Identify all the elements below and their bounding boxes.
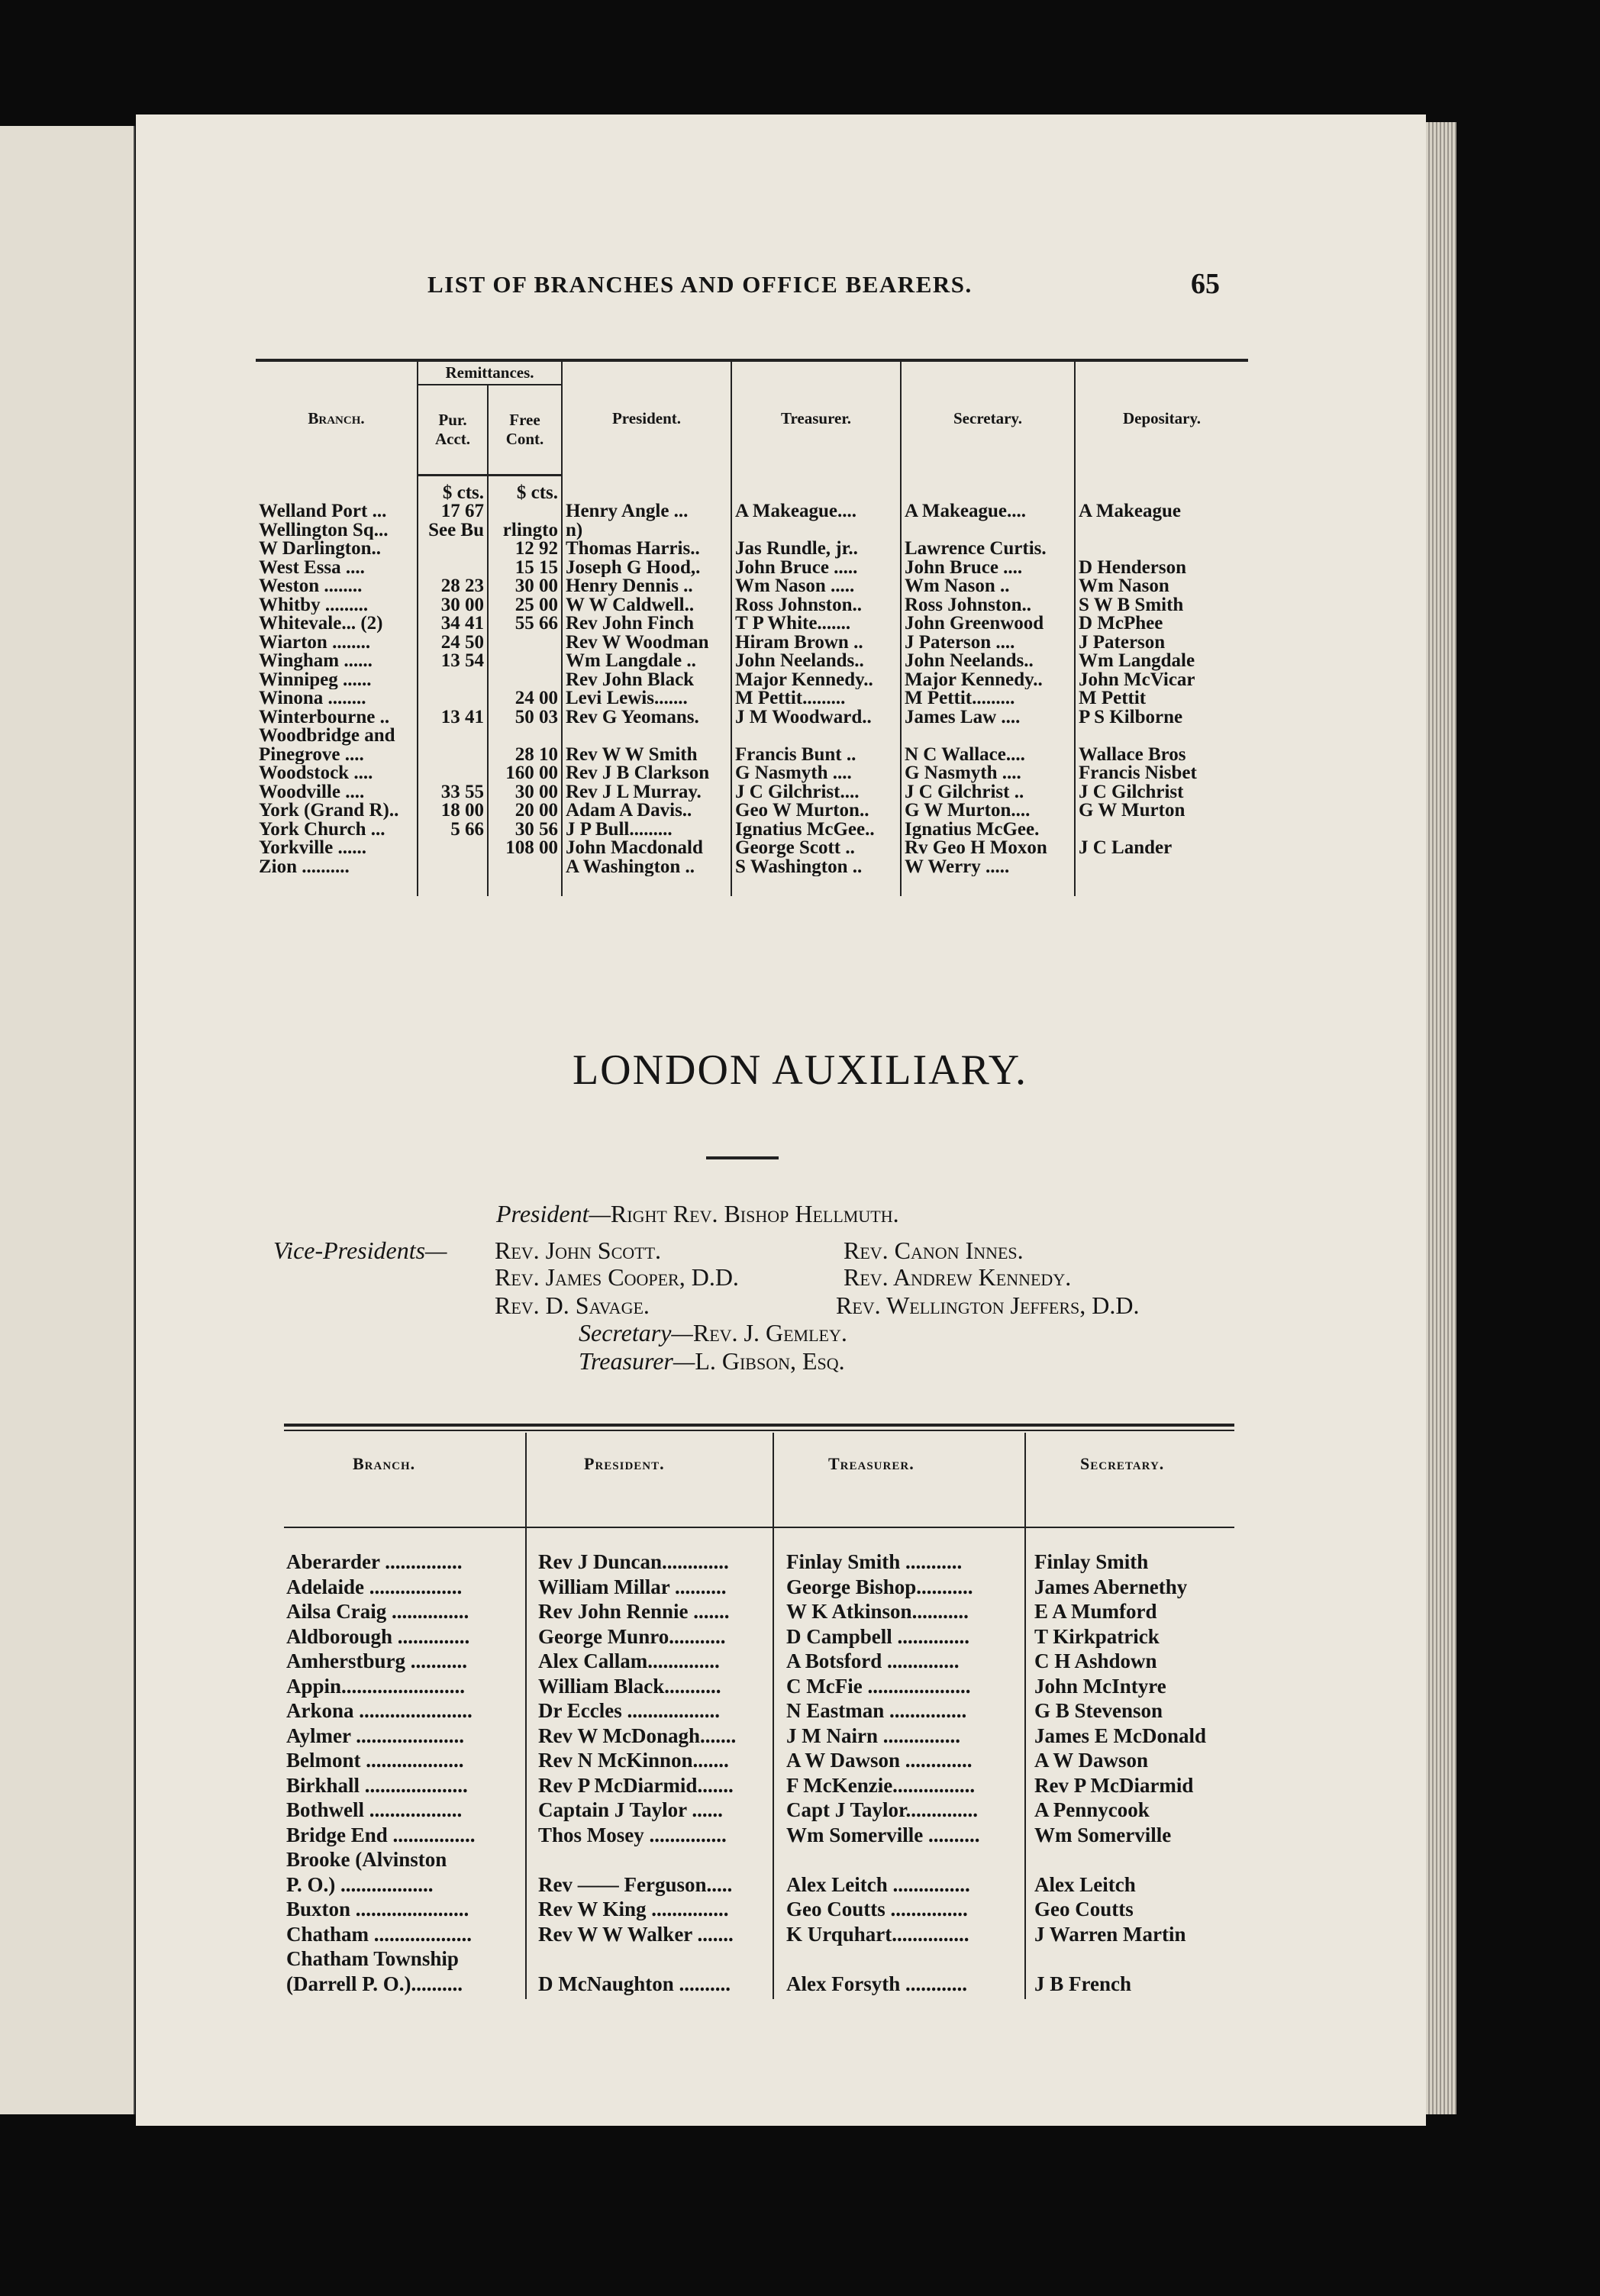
table-row — [256, 801, 1248, 821]
cell-free: 25 00 — [488, 596, 562, 615]
cell-treasurer: C McFie .................... — [786, 1674, 971, 1698]
cell-branch: W Darlington.. — [259, 540, 381, 559]
cell-branch: Wiarton ........ — [259, 633, 371, 652]
cell-branch: Zion .......... — [259, 857, 350, 876]
cell-depositary: D McPhee — [1075, 614, 1248, 634]
cell-president: Henry Angle ... — [562, 502, 731, 521]
cell-secretary: Lawrence Curtis. — [901, 540, 1075, 559]
cell-treasurer: Alex Leitch ............... — [786, 1872, 970, 1896]
cell-secretary: Alex Leitch — [1034, 1872, 1136, 1896]
header-pur-acct: Pur. Acct. — [418, 385, 488, 476]
cell-pur: 24 50 — [418, 634, 488, 653]
cell-branch: Whitevale... (2) — [259, 614, 383, 634]
table-row — [256, 783, 1248, 802]
cell-depositary: S W B Smith — [1075, 596, 1248, 615]
table-row — [256, 746, 1248, 765]
cell-secretary: John Neelands.. — [901, 652, 1075, 671]
cell-treasurer: Alex Forsyth ............ — [786, 1972, 967, 1995]
president-line — [496, 1200, 899, 1228]
cell-president: Dr Eccles .................. — [538, 1699, 720, 1722]
header-president: President. — [562, 360, 731, 475]
cell-empty — [256, 876, 418, 896]
cell-president: Henry Dennis .. — [562, 577, 731, 596]
treasurer-name: L. Gibson, Esq. — [695, 1347, 845, 1375]
cell-president: Rev N McKinnon....... — [538, 1749, 729, 1772]
cell-treasurer: Jas Rundle, jr.. — [731, 540, 901, 559]
cell-depositary: J Paterson — [1075, 634, 1248, 653]
cell-secretary: E A Mumford — [1034, 1600, 1157, 1623]
cell-president: Rev W W Smith — [562, 746, 731, 765]
cell-pur: 5 66 — [418, 821, 488, 840]
cell-empty — [1075, 475, 1248, 502]
cell-free: 30 00 — [488, 783, 562, 802]
cell-president: Rev W McDonagh....... — [538, 1724, 737, 1747]
cell-secretary: G B Stevenson — [1034, 1699, 1163, 1722]
cell-pur — [418, 858, 488, 877]
cell-free: 12 92 — [488, 540, 562, 559]
cell-treasurer: George Bishop........... — [786, 1575, 973, 1598]
table-row — [256, 689, 1248, 708]
header-free-cont: Free Cont. — [488, 385, 562, 476]
table2-header-secretary: Secretary. — [1080, 1454, 1165, 1473]
cell-branch: Winterbourne .. — [259, 708, 390, 727]
cell-pur — [418, 540, 488, 559]
cell-depositary: Francis Nisbet — [1075, 764, 1248, 783]
cell-treasurer: J C Gilchrist.... — [731, 783, 901, 802]
cell-branch: Adelaide .................. — [286, 1575, 463, 1598]
table-row — [256, 708, 1248, 727]
cell-treasurer: S Washington .. — [731, 858, 901, 877]
table-row — [256, 596, 1248, 615]
cell-treasurer: Finlay Smith ........... — [786, 1550, 963, 1573]
cell-president: Captain J Taylor ...... — [538, 1798, 723, 1821]
table-row — [256, 634, 1248, 653]
vp-5: Rev. D. Savage. — [495, 1292, 650, 1319]
cell-branch: Chatham Township — [286, 1947, 459, 1970]
cell-depositary — [1075, 521, 1248, 540]
table-spacer-row — [256, 876, 1248, 896]
branches-table — [256, 359, 1248, 896]
cell-president: Levi Lewis....... — [562, 689, 731, 708]
table-row — [256, 858, 1248, 877]
cell-free: 24 00 — [488, 689, 562, 708]
cell-president: Rev W W Walker ....... — [538, 1922, 734, 1946]
cell-free — [488, 727, 562, 746]
cell-branch: Yorkville ...... — [259, 839, 366, 858]
secretary-name: Rev. J. Gemley. — [692, 1319, 847, 1346]
page-stack-edges — [1426, 122, 1456, 2114]
table-row — [256, 839, 1248, 858]
cell-free: 28 10 — [488, 746, 562, 765]
cell-secretary: J B French — [1034, 1972, 1131, 1995]
cell-depositary: J C Gilchrist — [1075, 783, 1248, 802]
cell-treasurer: M Pettit......... — [731, 689, 901, 708]
vp-4: Rev. Andrew Kennedy. — [844, 1263, 1072, 1291]
cell-treasurer: John Bruce ..... — [731, 559, 901, 578]
cell-branch: Chatham ................... — [286, 1922, 473, 1946]
secretary-label: Secretary— — [579, 1319, 693, 1346]
cell-branch: Buxton ...................... — [286, 1898, 469, 1920]
cell-depositary: P S Kilborne — [1075, 708, 1248, 727]
cell-depositary — [1075, 540, 1248, 559]
cell-president: Thomas Harris.. — [562, 540, 731, 559]
cell-free — [488, 634, 562, 653]
cell-branch: Winnipeg ...... — [259, 670, 372, 689]
cell-pur — [418, 839, 488, 858]
cell-depositary: Wm Nason — [1075, 577, 1248, 596]
cell-depositary: John McVicar — [1075, 671, 1248, 690]
cell-branch: Aberarder ............... — [286, 1550, 463, 1573]
cell-secretary: John McIntyre — [1034, 1674, 1166, 1698]
cell-secretary: Wm Nason .. — [901, 577, 1075, 596]
cell-empty — [562, 475, 731, 502]
page-number: 65 — [1191, 268, 1220, 300]
cell-pur: 13 41 — [418, 708, 488, 727]
cell-pur — [418, 746, 488, 765]
cell-depositary — [1075, 727, 1248, 746]
cell-currency: $ cts. — [488, 475, 562, 502]
cell-branch: Woodstock .... — [259, 764, 373, 783]
cell-empty — [731, 475, 901, 502]
cell-free — [488, 671, 562, 690]
cell-president: John Macdonald — [562, 839, 731, 858]
cell-secretary: J Warren Martin — [1034, 1922, 1186, 1946]
cell-treasurer: D Campbell .............. — [786, 1624, 970, 1648]
cell-treasurer: A Makeague.... — [731, 502, 901, 521]
cell-branch: Welland Port ... — [259, 502, 387, 521]
table2-header-branch: Branch. — [353, 1454, 416, 1473]
cell-secretary: T Kirkpatrick — [1034, 1624, 1160, 1648]
cell-branch: Wellington Sq... — [259, 521, 389, 540]
cell-branch: Whitby ......... — [259, 595, 369, 614]
cell-secretary: C H Ashdown — [1034, 1649, 1157, 1672]
cell-branch: Appin........................ — [286, 1674, 466, 1698]
cell-branch: Bothwell .................. — [286, 1798, 463, 1821]
header-depositary: Depositary. — [1075, 360, 1248, 475]
cell-treasurer: Geo W Murton.. — [731, 801, 901, 821]
cell-pur: 18 00 — [418, 801, 488, 821]
cell-depositary — [1075, 821, 1248, 840]
cell-treasurer — [731, 727, 901, 746]
cell-secretary: A Pennycook — [1034, 1798, 1150, 1821]
cell-branch: Woodbridge and — [259, 727, 395, 746]
book-gutter — [134, 126, 135, 2114]
secretary-line — [579, 1319, 847, 1347]
cell-free: 20 00 — [488, 801, 562, 821]
cell-pur — [418, 689, 488, 708]
cell-treasurer: W K Atkinson........... — [786, 1600, 969, 1623]
cell-branch: York (Grand R).. — [259, 801, 399, 821]
cell-branch: Arkona ...................... — [286, 1699, 473, 1722]
cell-president: William Black........... — [538, 1674, 721, 1698]
cell-secretary: G Nasmyth .... — [901, 764, 1075, 783]
cell-president: D McNaughton .......... — [538, 1972, 731, 1995]
cell-treasurer: N Eastman ............... — [786, 1699, 967, 1722]
cell-secretary: J Paterson .... — [901, 634, 1075, 653]
cell-secretary: A Makeague.... — [901, 502, 1075, 521]
vp-label: Vice-Presidents— — [273, 1237, 447, 1264]
cell-pur — [418, 727, 488, 746]
table-row — [256, 821, 1248, 840]
cell-currency: $ cts. — [418, 475, 488, 502]
cell-depositary: J C Lander — [1075, 839, 1248, 858]
cell-president: Rev J Duncan............. — [538, 1550, 729, 1573]
cell-president: n) — [562, 521, 731, 540]
cell-depositary: G W Murton — [1075, 801, 1248, 821]
cell-empty — [901, 475, 1075, 502]
cell-branch: Birkhall .................... — [286, 1773, 468, 1797]
cell-branch: Amherstburg ........... — [286, 1649, 467, 1672]
cell-branch: Ailsa Craig ............... — [286, 1600, 469, 1623]
cell-president: Rev —— Ferguson..... — [538, 1872, 733, 1896]
section-title: LONDON AUXILIARY. — [572, 1046, 1028, 1094]
table-row — [256, 727, 1248, 746]
cell-treasurer: A Botsford .............. — [786, 1649, 960, 1672]
section-divider — [706, 1156, 779, 1159]
cell-free: 108 00 — [488, 839, 562, 858]
vp-3: Rev. James Cooper, D.D. — [495, 1263, 739, 1291]
cell-free: 30 56 — [488, 821, 562, 840]
cell-treasurer: Geo Coutts ............... — [786, 1898, 968, 1920]
cell-treasurer: Major Kennedy.. — [731, 671, 901, 690]
cell-treasurer: Wm Somerville .......... — [786, 1823, 980, 1846]
cell-secretary: James E McDonald — [1034, 1724, 1206, 1747]
table-row — [256, 521, 1248, 540]
cell-secretary: Finlay Smith — [1034, 1550, 1149, 1573]
table-row — [256, 559, 1248, 578]
cell-free: 15 15 — [488, 559, 562, 578]
cell-treasurer: John Neelands.. — [731, 652, 901, 671]
cell-branch: Woodville .... — [259, 782, 365, 801]
cell-president: Rev W King ............... — [538, 1898, 729, 1920]
cell-depositary: Wm Langdale — [1075, 652, 1248, 671]
cell-empty — [1075, 876, 1248, 896]
cell-president: W W Caldwell.. — [562, 596, 731, 615]
table2-top-rule-thin — [284, 1430, 1234, 1431]
cell-branch: Aldborough .............. — [286, 1624, 470, 1648]
cell-branch: Winona ........ — [259, 689, 366, 708]
table-row — [256, 652, 1248, 671]
vp-1: Rev. John Scott. — [495, 1237, 662, 1264]
table2-header-president: President. — [584, 1454, 665, 1473]
cell-branch: Weston ........ — [259, 577, 363, 596]
cell-secretary: Major Kennedy.. — [901, 671, 1075, 690]
cell-secretary — [901, 727, 1075, 746]
table2-header-treasurer: Treasurer. — [828, 1454, 915, 1473]
cell-free: rlingto — [488, 521, 562, 540]
cell-branch: West Essa .... — [259, 558, 365, 577]
running-header: LIST OF BRANCHES AND OFFICE BEARERS. — [427, 271, 973, 298]
cell-treasurer: K Urquhart............... — [786, 1922, 969, 1946]
cell-president: Rev John Finch — [562, 614, 731, 634]
currency-row — [256, 475, 1248, 502]
treasurer-label: Treasurer— — [579, 1347, 695, 1375]
cell-depositary: D Henderson — [1075, 559, 1248, 578]
cell-depositary: Wallace Bros — [1075, 746, 1248, 765]
treasurer-line — [579, 1347, 845, 1375]
cell-secretary: N C Wallace.... — [901, 746, 1075, 765]
cell-treasurer: Capt J Taylor.............. — [786, 1798, 979, 1821]
cell-treasurer: Ignatius McGee.. — [731, 821, 901, 840]
cell-pur — [418, 671, 488, 690]
header-treasurer: Treasurer. — [731, 360, 901, 475]
cell-free — [488, 502, 562, 521]
cell-free: 30 00 — [488, 577, 562, 596]
cell-secretary: Wm Somerville — [1034, 1823, 1172, 1846]
cell-president: A Washington .. — [562, 858, 731, 877]
cell-secretary — [901, 521, 1075, 540]
cell-president: Adam A Davis.. — [562, 801, 731, 821]
cell-treasurer: A W Dawson ............. — [786, 1749, 973, 1772]
cell-empty — [488, 876, 562, 896]
cell-secretary: A W Dawson — [1034, 1749, 1149, 1772]
cell-branch: York Church ... — [259, 820, 385, 839]
cell-treasurer — [731, 521, 901, 540]
cell-empty — [562, 876, 731, 896]
cell-secretary: J C Gilchrist .. — [901, 783, 1075, 802]
cell-pur: See Bu — [418, 521, 488, 540]
cell-pur: 30 00 — [418, 596, 488, 615]
cell-secretary: G W Murton.... — [901, 801, 1075, 821]
cell-pur: 28 23 — [418, 577, 488, 596]
table2-header-rule — [284, 1527, 1234, 1528]
facing-page-edge — [0, 126, 134, 2114]
cell-president: Wm Langdale .. — [562, 652, 731, 671]
vp-6: Rev. Wellington Jeffers, D.D. — [836, 1292, 1140, 1319]
cell-branch: Aylmer ..................... — [286, 1724, 464, 1747]
cell-president — [562, 727, 731, 746]
cell-empty — [901, 876, 1075, 896]
cell-secretary: James Law .... — [901, 708, 1075, 727]
cell-empty — [256, 475, 418, 502]
cell-treasurer: George Scott .. — [731, 839, 901, 858]
cell-depositary: M Pettit — [1075, 689, 1248, 708]
cell-president: William Millar .......... — [538, 1575, 727, 1598]
cell-pur — [418, 559, 488, 578]
cell-depositary: A Makeague — [1075, 502, 1248, 521]
table-row — [256, 671, 1248, 690]
header-secretary: Secretary. — [901, 360, 1075, 475]
header-branch: Branch. — [308, 408, 365, 427]
cell-empty — [418, 876, 488, 896]
cell-pur — [418, 764, 488, 783]
cell-free — [488, 858, 562, 877]
cell-president: Rev John Black — [562, 671, 731, 690]
cell-secretary: Ross Johnston.. — [901, 596, 1075, 615]
cell-secretary: John Bruce .... — [901, 559, 1075, 578]
cell-branch: Bridge End ................ — [286, 1823, 476, 1846]
cell-president: J P Bull......... — [562, 821, 731, 840]
table2-top-rule — [284, 1424, 1234, 1427]
cell-pur: 34 41 — [418, 614, 488, 634]
cell-secretary: W Werry ..... — [901, 858, 1075, 877]
cell-treasurer: Hiram Brown .. — [731, 634, 901, 653]
cell-branch: Brooke (Alvinston — [286, 1848, 447, 1871]
cell-branch: Wingham ...... — [259, 652, 373, 671]
cell-empty — [731, 876, 901, 896]
cell-treasurer: Francis Bunt .. — [731, 746, 901, 765]
cell-secretary: Geo Coutts — [1034, 1898, 1134, 1920]
cell-pur: 13 54 — [418, 652, 488, 671]
cell-president: George Munro........... — [538, 1624, 726, 1648]
cell-treasurer: J M Woodward.. — [731, 708, 901, 727]
cell-secretary: Ignatius McGee. — [901, 821, 1075, 840]
cell-treasurer: F McKenzie................ — [786, 1773, 976, 1797]
header-remittances: Remittances. — [418, 360, 562, 385]
cell-president: Rev G Yeomans. — [562, 708, 731, 727]
cell-president: Joseph G Hood,. — [562, 559, 731, 578]
cell-branch: Belmont ................... — [286, 1749, 464, 1772]
cell-treasurer: Wm Nason ..... — [731, 577, 901, 596]
cell-treasurer: J M Nairn ............... — [786, 1724, 960, 1747]
cell-secretary: Rv Geo H Moxon — [901, 839, 1075, 858]
cell-branch: P. O.) .................. — [286, 1872, 434, 1896]
cell-depositary — [1075, 858, 1248, 877]
cell-president: Rev W Woodman — [562, 634, 731, 653]
cell-secretary: John Greenwood — [901, 614, 1075, 634]
cell-treasurer: T P White....... — [731, 614, 901, 634]
cell-secretary: M Pettit......... — [901, 689, 1075, 708]
table-row — [256, 764, 1248, 783]
cell-pur: 17 67 — [418, 502, 488, 521]
cell-president: Rev John Rennie ....... — [538, 1600, 730, 1623]
cell-president: Thos Mosey ............... — [538, 1823, 727, 1846]
cell-treasurer: G Nasmyth .... — [731, 764, 901, 783]
cell-president: Alex Callam.............. — [538, 1649, 720, 1672]
cell-branch: Pinegrove .... — [259, 745, 364, 764]
branches-table-body — [256, 475, 1248, 896]
table-row — [256, 540, 1248, 559]
president-name: Right Rev. Bishop Hellmuth. — [610, 1200, 899, 1227]
cell-secretary: James Abernethy — [1034, 1575, 1188, 1598]
table-row — [256, 502, 1248, 521]
cell-branch: (Darrell P. O.).......... — [286, 1972, 463, 1995]
table-row — [256, 614, 1248, 634]
cell-free: 50 03 — [488, 708, 562, 727]
cell-president: Rev J B Clarkson — [562, 764, 731, 783]
cell-president: Rev J L Murray. — [562, 783, 731, 802]
cell-free: 160 00 — [488, 764, 562, 783]
table-row — [256, 577, 1248, 596]
cell-secretary: Rev P McDiarmid — [1034, 1773, 1194, 1797]
cell-president: Rev P McDiarmid....... — [538, 1773, 734, 1797]
vp-2: Rev. Canon Innes. — [844, 1237, 1024, 1264]
cell-pur: 33 55 — [418, 783, 488, 802]
cell-free — [488, 652, 562, 671]
cell-treasurer: Ross Johnston.. — [731, 596, 901, 615]
president-label: President— — [496, 1200, 611, 1227]
cell-free: 55 66 — [488, 614, 562, 634]
